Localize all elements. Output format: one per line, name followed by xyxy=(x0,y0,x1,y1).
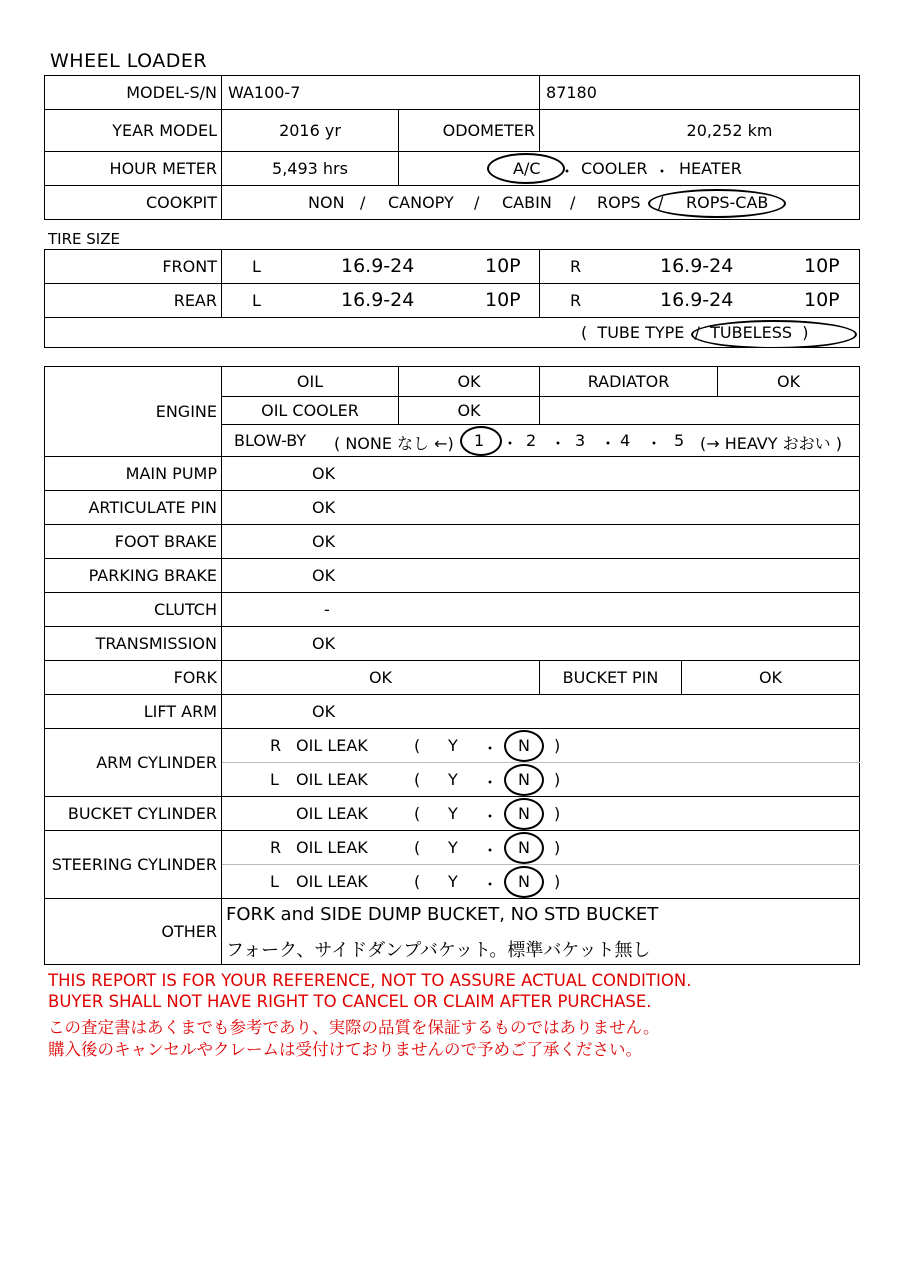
page-title: WHEEL LOADER xyxy=(50,50,208,72)
front-right-size: 16.9-24 xyxy=(660,255,734,277)
steering-l-no: N xyxy=(518,872,530,891)
fork-label: FORK xyxy=(45,661,222,695)
steering-r-oil-leak: OIL LEAK xyxy=(296,838,368,857)
tire-type-selected-oval xyxy=(691,320,857,348)
year-model-value: 2016 yr xyxy=(222,110,399,152)
front-right-ply: 10P xyxy=(804,255,840,277)
blowby-sep-4: ・ xyxy=(646,434,663,453)
bucket-paren-close: ) xyxy=(554,804,561,823)
cookpit-option-non: NON xyxy=(308,193,345,212)
parking-brake-value: OK xyxy=(222,559,860,593)
bucket-selected-oval xyxy=(504,798,544,830)
arm-l-paren-open: ( xyxy=(414,770,421,789)
steering-r-dot: ・ xyxy=(482,841,499,860)
cookpit-options xyxy=(222,186,860,220)
steering-l-yes: Y xyxy=(448,872,458,891)
tire-table xyxy=(44,249,860,348)
disclaimer-line-4: 購入後のキャンセルやクレームは受付けておりませんので予めご了承ください。 xyxy=(48,1040,642,1059)
inspection-table xyxy=(44,366,860,965)
cookpit-sep-4: / xyxy=(658,193,664,212)
ac-options xyxy=(399,152,860,186)
model-value: WA100-7 xyxy=(222,76,540,110)
ac-option-ac: A/C xyxy=(513,159,541,178)
steering-r-yes: Y xyxy=(448,838,458,857)
arm-cylinder-l-row xyxy=(222,763,860,797)
oil-cooler-value: OK xyxy=(399,397,540,425)
steering-l-paren-open: ( xyxy=(414,872,421,891)
transmission-value: OK xyxy=(222,627,860,661)
rear-left-cell xyxy=(222,284,540,318)
odometer-label: ODOMETER xyxy=(399,110,540,152)
fork-value: OK xyxy=(222,661,540,695)
front-left-size: 16.9-24 xyxy=(341,255,415,277)
steering-l-dot: ・ xyxy=(482,875,499,894)
parking-brake-label: PARKING BRAKE xyxy=(45,559,222,593)
cookpit-selected-oval xyxy=(648,189,786,218)
steering-r-paren-close: ) xyxy=(554,838,561,857)
disclaimer-line-1: THIS REPORT IS FOR YOUR REFERENCE, NOT TO ASSURE ACTUAL CONDITION. xyxy=(48,971,692,990)
blowby-scale-1: 1 xyxy=(474,431,485,450)
blowby-sep-3: ・ xyxy=(600,434,617,453)
cookpit-option-rops: ROPS xyxy=(597,193,641,212)
front-left-ply: 10P xyxy=(485,255,521,277)
bucket-cylinder-label: BUCKET CYLINDER xyxy=(45,797,222,831)
bucket-paren-open: ( xyxy=(414,804,421,823)
clutch-label: CLUTCH xyxy=(45,593,222,627)
bucket-dot: ・ xyxy=(482,807,499,826)
hour-meter-label: HOUR METER xyxy=(45,152,222,186)
other-cell xyxy=(222,899,860,965)
steering-l-paren-close: ) xyxy=(554,872,561,891)
rear-right-ply: 10P xyxy=(804,289,840,311)
transmission-label: TRANSMISSION xyxy=(45,627,222,661)
ac-selected-oval xyxy=(487,153,565,184)
arm-r-paren-open: ( xyxy=(414,736,421,755)
front-label: FRONT xyxy=(45,250,222,284)
steering-r-paren-open: ( xyxy=(414,838,421,857)
main-pump-value: OK xyxy=(222,457,860,491)
cookpit-option-cabin: CABIN xyxy=(502,193,552,212)
arm-l-selected-oval xyxy=(504,764,544,796)
tire-size-label: TIRE SIZE xyxy=(48,230,120,248)
header-table xyxy=(44,75,860,220)
ac-sep-1: ・ xyxy=(559,162,576,181)
year-model-label: YEAR MODEL xyxy=(45,110,222,152)
cookpit-option-rops-cab: ROPS-CAB xyxy=(686,193,769,212)
rear-right-side: R xyxy=(570,291,582,310)
arm-l-dot: ・ xyxy=(482,773,499,792)
arm-cylinder-label: ARM CYLINDER xyxy=(45,729,222,797)
blowby-scale-2: 2 xyxy=(526,431,537,450)
rear-left-ply: 10P xyxy=(485,289,521,311)
steering-r-no: N xyxy=(518,838,530,857)
ac-option-cooler: COOLER xyxy=(581,159,648,178)
serial-value: 87180 xyxy=(540,76,860,110)
arm-r-side: R xyxy=(270,736,282,755)
arm-l-oil-leak: OIL LEAK xyxy=(296,770,368,789)
hour-meter-value: 5,493 hrs xyxy=(222,152,399,186)
rear-right-cell xyxy=(540,284,860,318)
steering-cylinder-l-row xyxy=(222,865,860,899)
disclaimer-line-2: BUYER SHALL NOT HAVE RIGHT TO CANCEL OR CLAIM AFTER PURCHASE. xyxy=(48,992,652,1011)
blowby-none: ( NONE なし ←) xyxy=(334,434,454,453)
main-pump-label: MAIN PUMP xyxy=(45,457,222,491)
other-japanese: フォーク、サイドダンプバケット。標準バケット無し xyxy=(226,940,651,961)
clutch-value: - xyxy=(222,593,860,627)
front-right-cell xyxy=(540,250,860,284)
articulate-pin-label: ARTICULATE PIN xyxy=(45,491,222,525)
lift-arm-label: LIFT ARM xyxy=(45,695,222,729)
arm-r-paren-close: ) xyxy=(554,736,561,755)
blowby-label: BLOW-BY xyxy=(234,431,307,450)
bucket-yes: Y xyxy=(448,804,458,823)
rear-right-size: 16.9-24 xyxy=(660,289,734,311)
steering-l-side: L xyxy=(270,872,279,891)
tire-type-cell xyxy=(45,318,860,348)
blowby-scale-3: 3 xyxy=(575,431,586,450)
arm-r-no: N xyxy=(518,736,530,755)
arm-r-dot: ・ xyxy=(482,739,499,758)
steering-r-side: R xyxy=(270,838,282,857)
oil-cooler-empty xyxy=(540,397,860,425)
oil-label: OIL xyxy=(222,367,399,397)
radiator-value: OK xyxy=(718,367,860,397)
front-left-side: L xyxy=(252,257,261,276)
arm-l-paren-close: ) xyxy=(554,770,561,789)
blowby-selected-oval xyxy=(460,426,502,456)
cookpit-option-canopy: CANOPY xyxy=(388,193,454,212)
arm-r-oil-leak: OIL LEAK xyxy=(296,736,368,755)
oil-cooler-label: OIL COOLER xyxy=(222,397,399,425)
blowby-sep-2: ・ xyxy=(550,434,567,453)
cookpit-sep-1: / xyxy=(360,193,366,212)
blowby-scale-4: 4 xyxy=(620,431,631,450)
lift-arm-value: OK xyxy=(222,695,860,729)
rear-left-size: 16.9-24 xyxy=(341,289,415,311)
articulate-pin-value: OK xyxy=(222,491,860,525)
bucket-oil-leak: OIL LEAK xyxy=(296,804,368,823)
front-left-cell xyxy=(222,250,540,284)
arm-r-yes: Y xyxy=(448,736,458,755)
foot-brake-value: OK xyxy=(222,525,860,559)
steering-cylinder-r-row xyxy=(222,831,860,865)
odometer-value: 20,252 km xyxy=(540,110,860,152)
other-label: OTHER xyxy=(45,899,222,965)
steering-r-selected-oval xyxy=(504,832,544,864)
blowby-cell xyxy=(222,425,860,457)
foot-brake-label: FOOT BRAKE xyxy=(45,525,222,559)
arm-l-side: L xyxy=(270,770,279,789)
blowby-scale-5: 5 xyxy=(674,431,685,450)
engine-label: ENGINE xyxy=(45,367,222,457)
ac-option-heater: HEATER xyxy=(679,159,742,178)
bucket-cylinder-row xyxy=(222,797,860,831)
rear-left-side: L xyxy=(252,291,261,310)
steering-cylinder-label: STEERING CYLINDER xyxy=(45,831,222,899)
steering-l-selected-oval xyxy=(504,866,544,898)
arm-l-no: N xyxy=(518,770,530,789)
arm-l-yes: Y xyxy=(448,770,458,789)
cookpit-sep-2: / xyxy=(474,193,480,212)
other-english: FORK and SIDE DUMP BUCKET, NO STD BUCKET xyxy=(226,904,659,925)
disclaimer-line-3: この査定書はあくまでも参考であり、実際の品質を保証するものではありません。 xyxy=(48,1018,660,1037)
blowby-heavy: (→ HEAVY おおい ) xyxy=(700,434,842,453)
front-right-side: R xyxy=(570,257,582,276)
rear-label: REAR xyxy=(45,284,222,318)
steering-l-oil-leak: OIL LEAK xyxy=(296,872,368,891)
ac-sep-2: ・ xyxy=(654,162,671,181)
tire-type-options: ( TUBE TYPE / TUBELESS ) xyxy=(581,323,809,342)
blowby-sep-1: ・ xyxy=(502,434,519,453)
arm-cylinder-r-row xyxy=(222,729,860,763)
bucket-pin-value: OK xyxy=(682,661,860,695)
cookpit-label: COOKPIT xyxy=(45,186,222,220)
radiator-label: RADIATOR xyxy=(540,367,718,397)
arm-r-selected-oval xyxy=(504,730,544,762)
model-sn-label: MODEL-S/N xyxy=(45,76,222,110)
bucket-pin-label: BUCKET PIN xyxy=(540,661,682,695)
bucket-no: N xyxy=(518,804,530,823)
cookpit-sep-3: / xyxy=(570,193,576,212)
oil-value: OK xyxy=(399,367,540,397)
